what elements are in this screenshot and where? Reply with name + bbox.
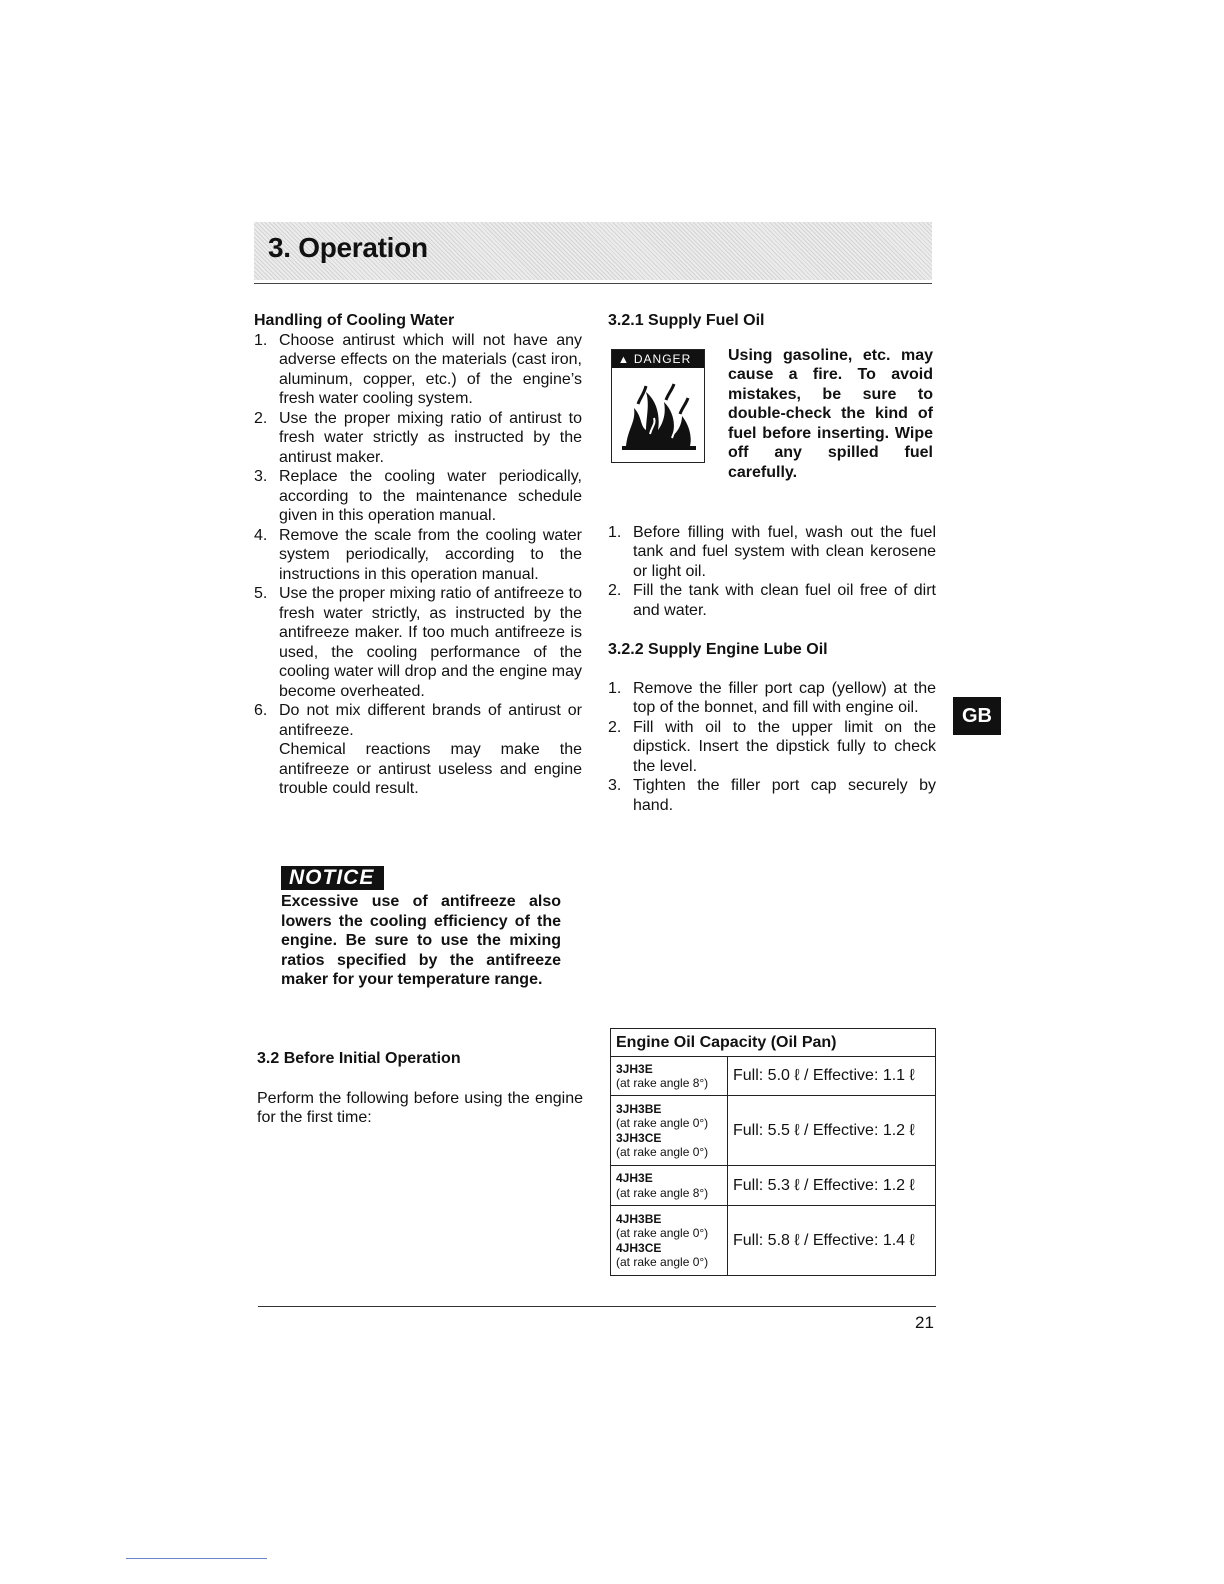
- danger-icon-box: [611, 349, 705, 463]
- notice-label: NOTICE: [281, 866, 384, 890]
- oil-capacity-table: [610, 1028, 936, 1276]
- model-name: 4JH3BE: [616, 1211, 662, 1226]
- before-operation-heading: 3.2 Before Initial Operation: [257, 1050, 461, 1067]
- list-item: [608, 679, 936, 718]
- item-extra-note: Chemical reactions may make the antifreeze or antirust useless and engine trouble could result.: [279, 741, 582, 797]
- page-number: 21: [915, 1313, 934, 1332]
- language-tab-gb: GB: [953, 697, 1001, 735]
- capacity-value: Full: 5.5 ℓ / Effective: 1.2 ℓ: [728, 1096, 936, 1166]
- list-item: [254, 331, 582, 409]
- item-number: 1.: [254, 331, 268, 349]
- item-text: Use the proper mixing ratio of antifreeze to fresh water strictly, as instructed by the antifreeze maker. If too much antifreeze is used, the cooling performance of the cooling water will drop and the engine may become overheated.: [279, 585, 582, 700]
- list-item: [608, 776, 936, 815]
- capacity-value: Full: 5.8 ℓ / Effective: 1.4 ℓ: [728, 1206, 936, 1276]
- before-operation-section: [257, 1049, 583, 1128]
- list-item: [254, 467, 582, 526]
- item-text: Choose antirust which will not have any adverse effects on the materials (cast iron, aluminum, copper, etc.) of the engine’s fresh water cooling system.: [279, 331, 582, 407]
- item-number: 2.: [608, 718, 622, 736]
- lube-oil-heading: 3.2.2 Supply Engine Lube Oil: [608, 641, 828, 658]
- rake-angle: (at rake angle 0°): [616, 1145, 709, 1159]
- header-divider: [254, 283, 932, 284]
- item-text: Remove the scale from the cooling water system periodically, according to the instructions in this operation manual.: [279, 526, 582, 583]
- list-item: [608, 523, 936, 582]
- before-operation-text: Perform the following before using the engine for the first time:: [257, 1089, 583, 1126]
- model-cell: [611, 1206, 728, 1276]
- item-text: Fill with oil to the upper limit on the dipstick. Insert the dipstick fully to check the level.: [633, 718, 936, 775]
- table-row: [611, 1096, 936, 1166]
- item-number: 6.: [254, 702, 268, 719]
- item-number: 5.: [254, 585, 268, 602]
- item-text: Tighten the filler port cap securely by hand.: [633, 777, 936, 814]
- item-number: 3.: [254, 468, 268, 485]
- scan-artifact-line: [126, 1558, 267, 1559]
- model-name: 3JH3CE: [616, 1130, 662, 1145]
- model-cell: [611, 1096, 728, 1166]
- table-title: Engine Oil Capacity (Oil Pan): [611, 1029, 936, 1057]
- list-item: [254, 409, 582, 468]
- item-number: 2.: [254, 409, 268, 427]
- capacity-value: Full: 5.3 ℓ / Effective: 1.2 ℓ: [728, 1166, 936, 1206]
- rake-angle: (at rake angle 8°): [616, 1185, 709, 1200]
- notice-box: [281, 866, 561, 990]
- rake-angle: (at rake angle 0°): [616, 1116, 709, 1130]
- list-item: [254, 526, 582, 585]
- fuel-oil-list: [608, 523, 936, 621]
- model-cell: [611, 1057, 728, 1096]
- item-text: Replace the cooling water periodically, according to the maintenance schedule given in this operation manual.: [279, 468, 582, 524]
- item-text: Remove the filler port cap (yellow) at the top of the bonnet, and fill with engine oil.: [633, 679, 936, 716]
- item-number: 1.: [608, 523, 622, 541]
- table-header-row: [611, 1029, 936, 1057]
- model-name: 3JH3E: [616, 1061, 653, 1076]
- item-number: 1.: [608, 679, 622, 697]
- capacity-value: Full: 5.0 ℓ / Effective: 1.1 ℓ: [728, 1057, 936, 1096]
- cooling-water-list: [254, 331, 582, 799]
- rake-angle: (at rake angle 0°): [616, 1226, 709, 1240]
- list-item: [254, 701, 582, 799]
- danger-warning: [608, 346, 936, 523]
- item-number: 4.: [254, 526, 268, 544]
- table-row: [611, 1057, 936, 1096]
- item-text: Do not mix different brands of antirust or antifreeze.: [279, 702, 582, 739]
- item-text: Fill the tank with clean fuel oil free of dirt and water.: [633, 582, 936, 619]
- item-number: 3.: [608, 777, 622, 794]
- item-number: 2.: [608, 582, 622, 599]
- list-item: [608, 581, 936, 620]
- footer-divider: [258, 1306, 936, 1307]
- cooling-water-section: [254, 311, 582, 799]
- page-title: 3. Operation: [268, 232, 428, 263]
- cooling-water-heading: Handling of Cooling Water: [254, 312, 455, 329]
- model-name: 4JH3CE: [616, 1240, 662, 1255]
- fuel-lube-section: [608, 311, 936, 815]
- lube-oil-list: [608, 679, 936, 816]
- list-item: [254, 584, 582, 701]
- fire-icon: [616, 374, 700, 458]
- fuel-oil-heading: 3.2.1 Supply Fuel Oil: [608, 312, 765, 329]
- model-name: 4JH3E: [616, 1171, 653, 1185]
- model-cell: [611, 1166, 728, 1206]
- danger-text: Using gasoline, etc. may cause a fire. To avoid mistakes, be sure to double-check the kind of fuel before inserting. Wipe off any spilled fuel carefully.: [728, 346, 933, 481]
- notice-text: Excessive use of antifreeze also lowers the cooling efficiency of the engine. Be sure to use the mixing ratios specified by the antifreeze maker for your temperature range.: [281, 893, 561, 988]
- table-row: [611, 1206, 936, 1276]
- danger-label: [612, 350, 704, 368]
- warning-triangle-icon: ▲: [618, 353, 630, 366]
- item-text: Before filling with fuel, wash out the fuel tank and fuel system with clean kerosene or light oil.: [633, 523, 936, 580]
- danger-label-text: DANGER: [633, 351, 692, 366]
- rake-angle: (at rake angle 0°): [616, 1255, 709, 1269]
- list-item: [608, 718, 936, 777]
- model-name: 3JH3BE: [616, 1101, 662, 1116]
- rake-angle: (at rake angle 8°): [616, 1076, 709, 1090]
- item-text: Use the proper mixing ratio of antirust to fresh water strictly as instructed by the antirust maker.: [279, 409, 582, 466]
- table-row: [611, 1166, 936, 1206]
